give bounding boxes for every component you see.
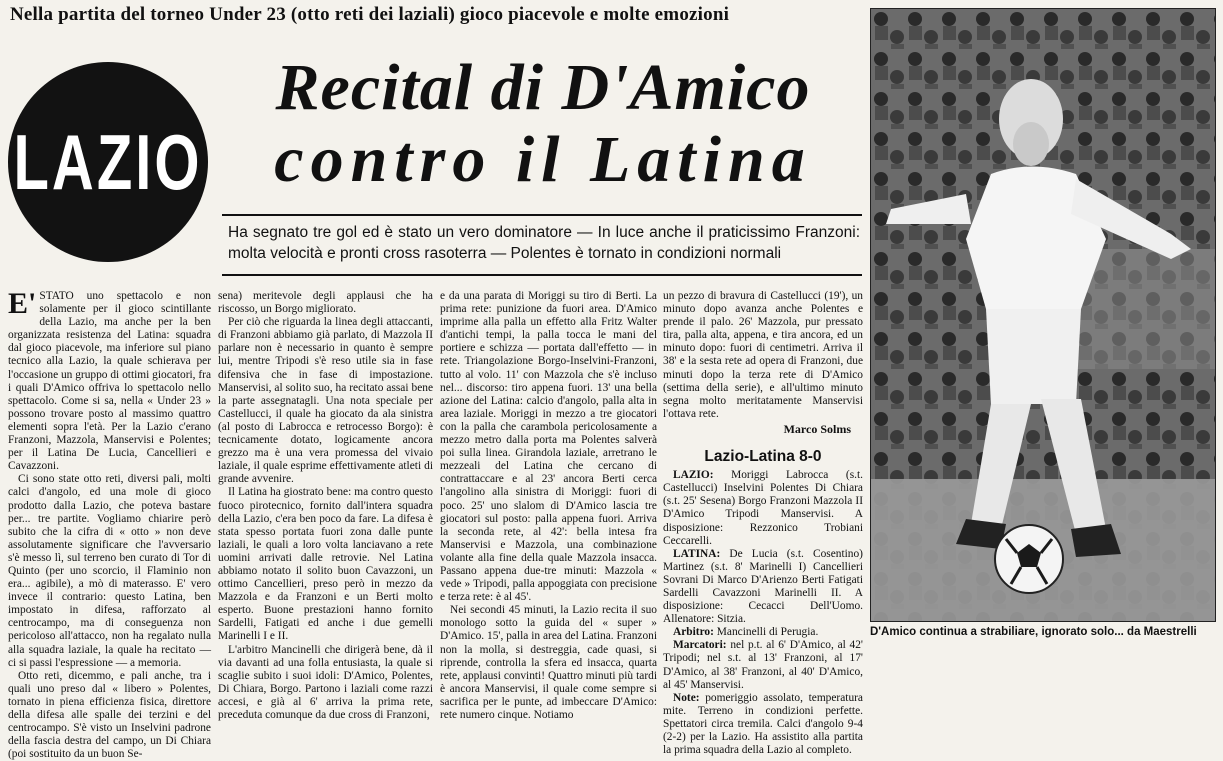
paragraph: Otto reti, dicemmo, e pali anche, tra i quali uno preso dal « libero » Polentes, tornato in piena efficienza fisica, direttore della difesa alle spalle dei terzini e del centrocampo. S'è visto un Inselvini padrone della fascia destra del campo, un Di Chiara (poi sostituito da un buon Se- (8, 669, 211, 761)
notes-line (663, 692, 863, 757)
arbitro-label: Arbitro: (673, 626, 714, 639)
match-result-title: Lazio-Latina 8-0 (704, 448, 822, 466)
lazio-badge (8, 62, 208, 262)
lineup-latina (663, 548, 863, 627)
badge-label: LAZIO (13, 118, 203, 206)
author-signature: Marco Solms (783, 421, 851, 436)
football (995, 525, 1063, 593)
article-column-4 (663, 290, 863, 757)
latina-lineup-text: De Lucia (s.t. Cosentino) Martinez (s.t. 8' Marinelli I) Cancellieri Sovrani Di Marco D'Arienzo Berti Fatigati Sardelli Cavazzoni Marinelli II. A disposizione: Cecacci Dell'Uomo. Allenatore: Sitzia. (663, 547, 863, 626)
paragraph: Per ciò che riguarda la linea degli attaccanti, di Franzoni abbiamo già parlato, di Mazzola II parlare non è necessario in quanto è sempre lui, mentre Tripodi s'è reso utile sia in fase difensiva che in fase di impostazione. Manservisi, al solito suo, ha recitato assai bene la parte assegnatagli. Una nota speciale per Castellucci, il quale ha giocato da ala sinistra (al posto di Labrocca e retrocesso Borgo): è tecnicamente dotato, logicamente ancora grezzo ma è una vera promessa del vivaio laziale, il quale esprime effettivamente atleti di grande avvenire. (218, 316, 433, 486)
title-line-2: contro il Latina (274, 123, 812, 196)
note-label: Note: (673, 691, 700, 704)
arbitro-text: Mancinelli di Perugia. (716, 626, 819, 639)
paragraph: Ci sono state otto reti, diversi pali, molti calci d'angolo, ed una mole di gioco prodotto dalla Lazio, che poteva bastare per... tre partite. Vogliamo chiarire però subito che la cifra di « otto » non deve assolutamente significare che l'avversario s'è messo lì, sul terreno ben curato di Tor di Quinto (per uno scorcio, il Flaminio non era... agibile), a mò di materasso. E' vero invece il contrario: questo Latina, ben impostato in difesa, rafforzato al centrocampo, ma di conseguenza non pericoloso all'attacco, non ha regalato nulla alla squadra laziale, la quale ha recitato — ci si passi l'espressione — a memoria. (8, 473, 211, 669)
marcatori-label: Marcatori: (673, 639, 727, 652)
marcatori-text: nel p.t. al 6' D'Amico, al 42' Tripodi; nel s.t. al 13' Franzoni, al 17' D'Amico, al 38' Franzoni, al 40' D'Amico, al 45' Manservisi. (663, 639, 863, 691)
paragraph: e da una parata di Moriggi su tiro di Berti. La prima rete: punizione da fuori area. D'Amico imprime alla palla un effetto alla Fritz Walter d'antichi tempi, la palla tocca le mani del portiere e schizza — portata dall'effetto — in rete. Triangolazione Borgo-Inselvini-Franzoni, tutto al volo. 11' con Mazzola che s'è incluso nel... discorso: tiro appena fuori. 13' una bella azione del Latina: calcio d'angolo, palla alta in area laziale. Moriggi in mezzo a tre giocatori con la palla che carambola pericolosamente a mezzo metro dalla porta ma Polentes salverà poi sulla linea. Girandola laziale, arretrano le mezzeali del Latina che cercano di contrattaccare e al 23' ancora Berti cerca l'angolino alla sinistra di Moriggi: fuori di poco. 25' uno slalom di D'Amico lascia tre giocatori sul posto: palla appena fuori. Arriva la seconda rete, al 42': bella intesa fra Manservisi e Mazzola, una combinazione volante alla fine della quale Mazzola insacca. Passano appena due-tre minuti: Mazzola « vede » Tripodi, palla appoggiata con precisione e terza rete: è al 45'. (440, 290, 657, 604)
paragraph: Il Latina ha giostrato bene: ma contro questo fuoco pirotecnico, fornito dall'intera squadra della Lazio, c'era ben poco da fare. La difesa è stata spesso portata fuori zona dalle punte laziali, le quali a loro volta lanciavano a rete uomini arrivati dalle retrovie. Nel Latina abbiamo notato il solito buon Cavazzoni, un ottimo Cancellieri, preso però in mezzo da Mazzola e da Franzoni e un Berti molto esperto. Buone prestazioni hanno fornito Sardelli, Fatigati ed anche i due gemelli Marinelli I e II. (218, 486, 433, 643)
drop-cap: E' (8, 287, 37, 320)
lineup-lazio (663, 469, 863, 548)
lazio-lineup-text: Moriggi Labrocca (s.t. Castellucci) Inselvini Polentes Di Chiara (s.t. 25' Sesena) Borgo Franzoni Mazzola II D'Amico Tripodi Manservisi. A disposizione: Rezzonico Trobiani Ceccarelli. (663, 469, 863, 547)
latina-label: LATINA: (673, 547, 721, 560)
note-text: pomeriggio assolato, temperatura mite. Terreno in condizioni perfette. Spettatori circa tremila. Calci d'angolo 9-4 (2-2) per la Lazio. Ha assistito alla partita la prima squadra della Lazio al completo. (663, 691, 863, 757)
top-divider (222, 214, 862, 216)
paragraph-text: STATO uno spettacolo e non solamente per il gioco scintillante della Lazio, ma anche per la ben organizzata resistenza del Latina: squadra dal gioco piacevole, ma inferiore sul piano tecnico alla Lazio, la quale schierava per l'occasione un gruppo di ottimi giocatori, fra i quali D'Amico offriva lo spettacolo nello spettacolo. Come si sa, nella « Under 23 » possono trovare posto al massimo quattro elementi sopra l'età. Per la Lazio c'erano Franzoni, Mazzola, Manservisi e Polentes; per il Latina De Lucia, Cancellieri e Cavazzoni. (8, 290, 211, 473)
title-line-1: Recital di D'Amico (275, 51, 811, 124)
bottom-divider (222, 274, 862, 276)
match-photo (870, 8, 1216, 622)
kicker-headline: Nella partita del torneo Under 23 (otto reti dei laziali) gioco piacevole e molte emozioni (10, 4, 730, 25)
referee-line (663, 626, 863, 639)
paragraph (8, 287, 211, 473)
photo-caption: D'Amico continua a strabiliare, ignorato solo... da Maestrelli (870, 626, 1197, 638)
article-column-3 (440, 290, 657, 721)
article-column-2 (218, 290, 433, 721)
paragraph: Nei secondi 45 minuti, la Lazio recita il suo monologo sotto la guida del « super » D'Amico. 15', palla in area del Latina. Franzoni non la molla, si destreggia, cade quasi, si riprende, controlla la sfera ed insacca, quarta rete, applausi convinti! Quattro minuti più tardi è ancora Manservisi, il quale come sempre si sacrifica per le punte, ad imbeccare D'Amico: rete numero cinque. Notiamo (440, 604, 657, 721)
paragraph: un pezzo di bravura di Castellucci (19'), un minuto dopo avanza anche Polentes e prende il palo. 26' Mazzola, pur pressato tira, palla alta, appena, e tira ancora, ed un minuto dopo: fuori di centimetri. Arriva il 38' e la sesta rete ad opera di Franzoni, due minuti dopo la terza rete di D'Amico (settima della serie), e all'ultimo minuto segna molto meritatamente Manservisi l'ottava rete. (663, 290, 863, 420)
subheadline: Ha segnato tre gol ed è stato un vero dominatore — In luce anche il praticissimo Franzoni: molta velocità e pronti cross rasoterra — Polentes è tornato in condizioni normali (228, 224, 860, 262)
photo-illustration (871, 9, 1215, 621)
main-title (228, 51, 858, 196)
scorers-line (663, 639, 863, 691)
lazio-label: LAZIO: (673, 469, 714, 482)
paragraph: L'arbitro Mancinelli che dirigerà bene, dà il via davanti ad una folla entusiasta, la quale si scaglie subito i suoi idoli: D'Amico, Polentes, Di Chiara, Borgo. Partono i laziali come razzi accesi, e già al 6' arriva la prima rete, preceduta comunque da due cross di Franzoni, (218, 643, 433, 721)
paragraph: sena) meritevole degli applausi che ha riscosso, un Borgo migliorato. (218, 290, 433, 316)
article-column-1 (8, 287, 211, 761)
